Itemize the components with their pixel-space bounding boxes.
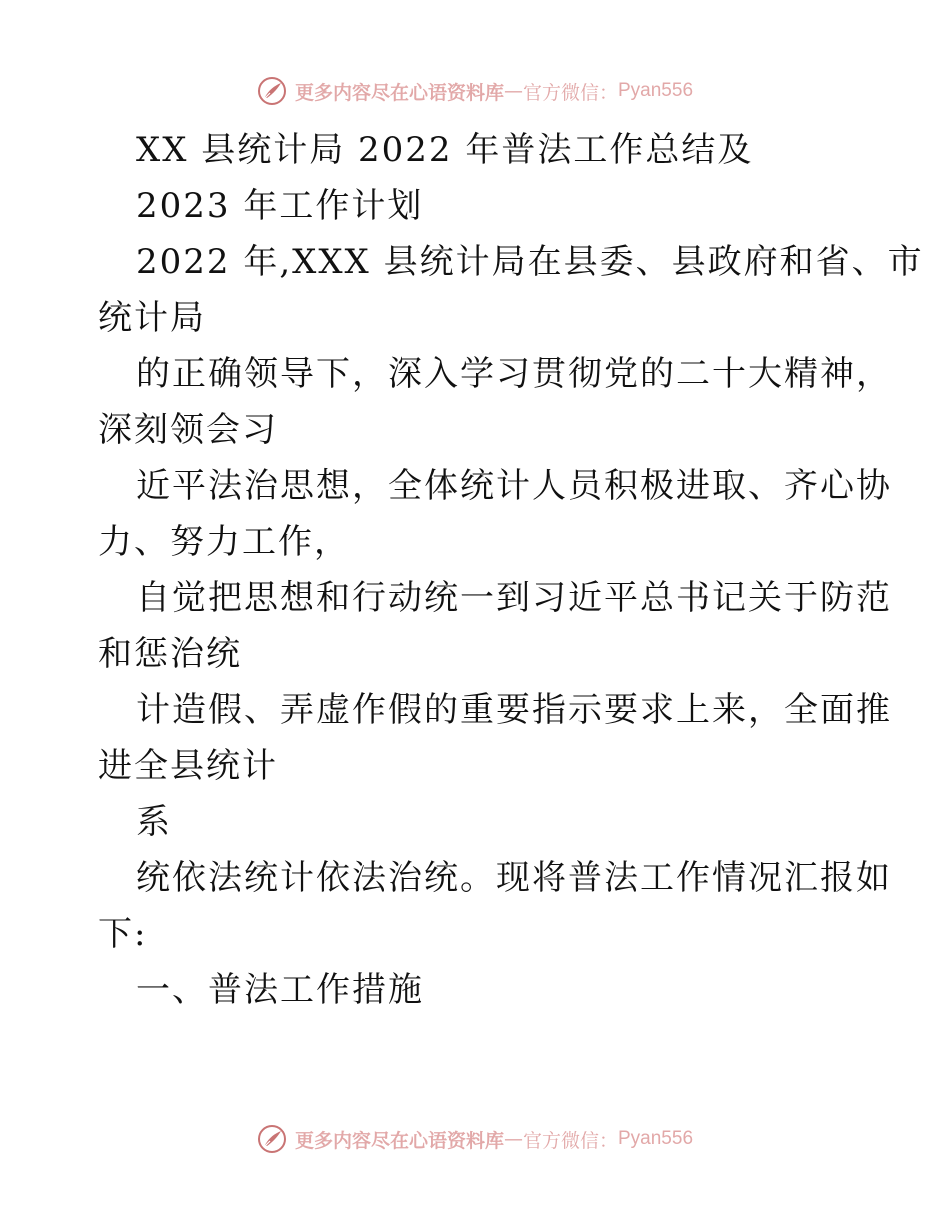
text-line: 进全县统计 xyxy=(98,746,278,786)
header-watermark xyxy=(0,74,950,108)
watermark-contact-id: Pyan556 xyxy=(618,1128,694,1149)
text-line: 系 xyxy=(136,802,172,842)
text-line: XX 县统计局 2022 年普法工作总结及 xyxy=(136,130,754,170)
document-body xyxy=(98,122,924,1018)
watermark-contact-id: Pyan556 xyxy=(618,80,694,101)
text-line: 的正确领导下，深入学习贯彻党的二十大精神， xyxy=(136,354,892,394)
watermark-contact-label: 官方微信： xyxy=(522,81,618,104)
text-line: 自觉把思想和行动统一到习近平总书记关于防范 xyxy=(136,578,892,618)
text-line: 2023 年工作计划 xyxy=(136,186,424,226)
section-heading: 一、普法工作措施 xyxy=(136,970,424,1010)
text-line: 统依法统计依法治统。现将普法工作情况汇报如 xyxy=(136,858,892,898)
text-line: 深刻领会习 xyxy=(98,410,278,450)
quill-logo-icon xyxy=(257,76,287,106)
text-line: 计造假、弄虚作假的重要指示要求上来，全面推 xyxy=(136,690,892,730)
quill-logo-icon xyxy=(257,1124,287,1154)
text-line: 力、努力工作， xyxy=(98,522,350,562)
text-line: 近平法治思想，全体统计人员积极进取、齐心协 xyxy=(136,466,892,506)
watermark-text: 更多内容尽在心语资料库 xyxy=(294,1129,504,1152)
watermark-contact-label: 官方微信： xyxy=(522,1129,618,1152)
text-line: 下: xyxy=(98,914,148,954)
text-line: 统计局 xyxy=(98,298,206,338)
watermark-separator: — xyxy=(503,80,523,102)
footer-watermark xyxy=(0,1122,950,1156)
watermark-text: 更多内容尽在心语资料库 xyxy=(294,81,504,104)
watermark-separator: — xyxy=(503,1128,523,1150)
text-line: 2022 年,XXX 县统计局在县委、县政府和省、市 xyxy=(136,242,924,282)
text-line: 和惩治统 xyxy=(98,634,242,674)
